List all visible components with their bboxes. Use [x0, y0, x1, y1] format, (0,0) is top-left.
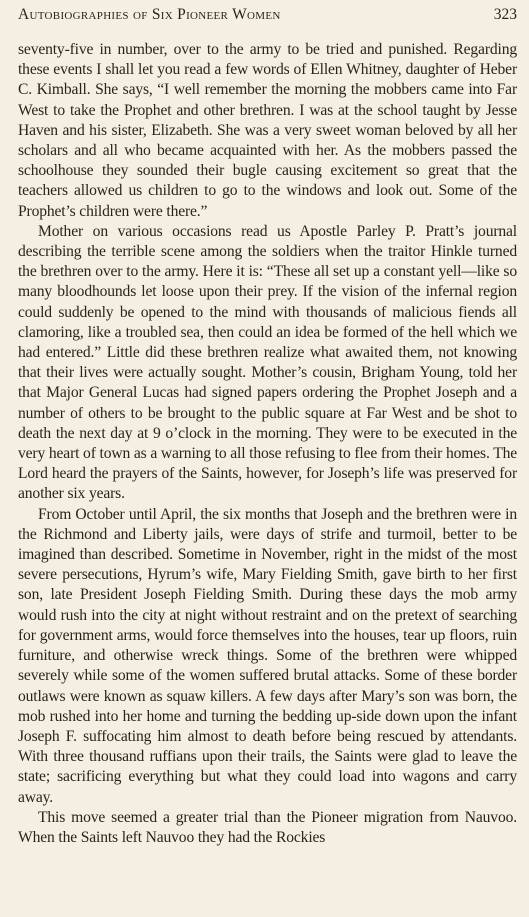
paragraph-3: From October until April, the six months that Joseph and the brethren were in the Richmond and Liberty jails, were days of strife and turmoil, better to be imagined than described. Sometime in November, right in the midst of the most severe persecutions, Hyrum’s wife, Mary Fielding Smith, gave birth to her first son, late President Joseph Fielding Smith. During these days the mob army would rush into the city at night without restraint and on the pretext of searching for government arms, would force themselves into the houses, tear up floors, ruin furniture, and otherwise wreck things. Some of the brethren were whipped severely while some of the women suffered brutal attacks. Some of these border outlaws were known as squaw killers. A few days after Mary’s son was born, the mob rushed into her home and turning the bedding up-side down upon the infant Joseph F. suffocating him almost to death before being rescued by attendants. With three thousand ruffians upon their trails, the Saints were glad to leave the state; sacrificing everything but what they could load into wagons and carry away.	[18, 505, 517, 806]
body-text	[18, 40, 517, 848]
page-header	[18, 6, 517, 32]
paragraph-2: Mother on various occasions read us Apostle Parley P. Pratt’s journal describing the terrible scene among the soldiers when the traitor Hinkle turned the brethren over to the army. Here it is: “These all set up a constant yell—like so many bloodhounds let loose upon their prey. If the vision of the infernal region could suddenly be opened to the mind with thousands of malicious fiends all clamoring, like a troubled sea, then could an idea be formed of the hell which we had entered.” Little did these brethren realize what awaited them, not knowing that their lives were actually sought. Mother’s cousin, Brigham Young, told her that Major General Lucas had signed papers ordering the Prophet Joseph and a number of others to be brought to the public square at Far West and be shot to death the next day at 9 o’clock in the morning. They were to be executed in the very heart of town as a warning to all those refusing to flee from their homes. The Lord heard the prayers of the Saints, however, for Joseph’s life was preserved for another six years.	[18, 222, 517, 503]
running-head: Autobiographies of Six Pioneer Women	[18, 6, 281, 23]
paragraph-1: seventy-five in number, over to the army to be tried and punished. Regarding these events I shall let you read a few words of Ellen Whitney, daughter of Heber C. Kimball. She says, “I well remember the morning the mobbers came into Far West to take the Prophet and other brethren. I was at the school taught by Jesse Haven and his sister, Elizabeth. She was a very sweet woman beloved by all her scholars and all who became acquainted with her. As the mobbers passed the schoolhouse they sounded their bugle causing excitement so great that the teachers allowed us children to go to the windows and look out. Some of the Prophet’s children were there.”	[18, 41, 517, 220]
paragraph-4: This move seemed a greater trial than the Pioneer migration from Nauvoo. When the Saints left Nauvoo they had the Rockies	[18, 808, 517, 846]
page-number: 323	[493, 6, 517, 23]
